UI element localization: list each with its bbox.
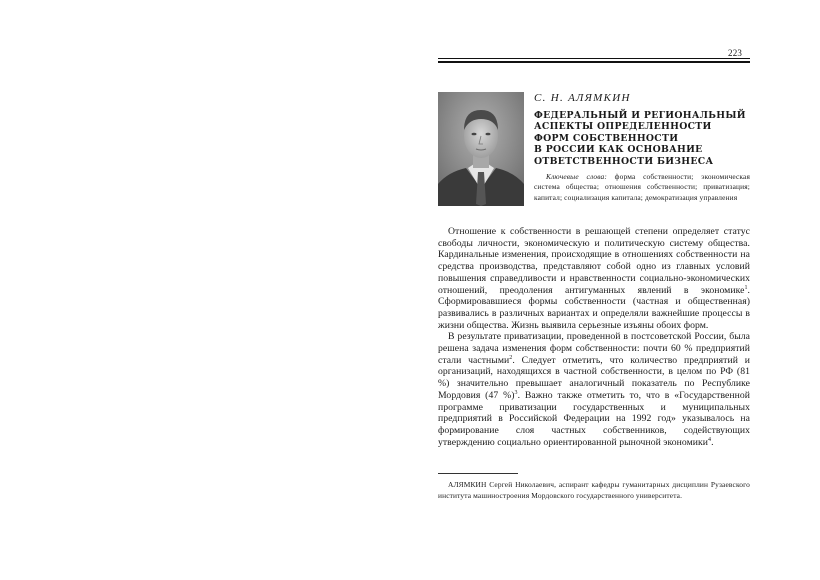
body-paragraph [438, 331, 750, 448]
article-title [534, 110, 754, 167]
title-line: В РОССИИ КАК ОСНОВАНИЕ [534, 144, 703, 156]
paragraph-text: . [711, 436, 714, 448]
keywords-block [534, 172, 750, 203]
footnote-ref: 4 [708, 436, 712, 443]
footnote-ref: 3 [514, 389, 518, 396]
article-author: С. Н. АЛЯМКИН [534, 92, 631, 104]
paragraph-text: . Следует отметить, что количество предприятий и организаций, находящихся в частной собственности, в целом по РФ (81 %) значительно превышает аналогичный показатель по Республике Мордовия (47 %) [438, 354, 750, 401]
paragraph-text: . Важно также отметить то, что в «Государственной программе приватизации государственных и муниципальных предприятий в Российской Федерации на 1992 год» указывалось на формирование слоя частных собственников, содействующих утверждению социально ориентированной рыночной экономики [438, 389, 750, 448]
header-rule-thin [438, 58, 750, 59]
page-number: 223 [728, 48, 743, 58]
header-rule-thick [438, 61, 750, 63]
article-body [438, 226, 750, 448]
body-paragraph [438, 226, 750, 331]
paragraph-text: Отношение к собственности в решающей степени определяет статус свободы личности, экономическую и политическую систему общества. Кардинальные изменения, происходящие в отношениях собственности на средства производства, представляют собой одно из главных условий повышения справедливости и нравственности социально-экономических отношений, преодоления антигуманных явлений в экономике [438, 226, 750, 296]
title-line: АСПЕКТЫ ОПРЕДЕЛЕННОСТИ [534, 121, 712, 133]
footnote-rule [438, 473, 518, 474]
title-line: ФЕДЕРАЛЬНЫЙ И РЕГИОНАЛЬНЫЙ [534, 110, 746, 121]
title-line: ФОРМ СОБСТВЕННОСТИ [534, 132, 679, 144]
keywords-text: форма собственности; экономическая система общества; отношения собственности; приватизация; капитал; социализация капитала; демократизация управления [534, 172, 750, 202]
paragraph-text: В результате приватизации, проведенной в постсоветской России, была решена задача изменения форм собственности: почти 60 % предприятий стали частными [438, 331, 750, 366]
author-photo [438, 92, 524, 206]
author-footnote: АЛЯМКИН Сергей Николаевич, аспирант кафедры гуманитарных дисциплин Рузаевского института машиностроения Мордовского государственного университета. [438, 480, 750, 500]
paragraph-text: . Сформировавшиеся формы собственности (частная и общественная) развивались в различных вариантах и определяли важнейшие процессы в жизни общества. Жизнь выявила серьезные изъяны обоих форм. [438, 284, 750, 331]
footnote-ref: 1 [744, 284, 748, 291]
title-line: ОТВЕТСТВЕННОСТИ БИЗНЕСА [534, 155, 714, 167]
footnote-ref: 2 [509, 354, 513, 361]
keywords-label: Ключевые слова: [546, 172, 607, 181]
